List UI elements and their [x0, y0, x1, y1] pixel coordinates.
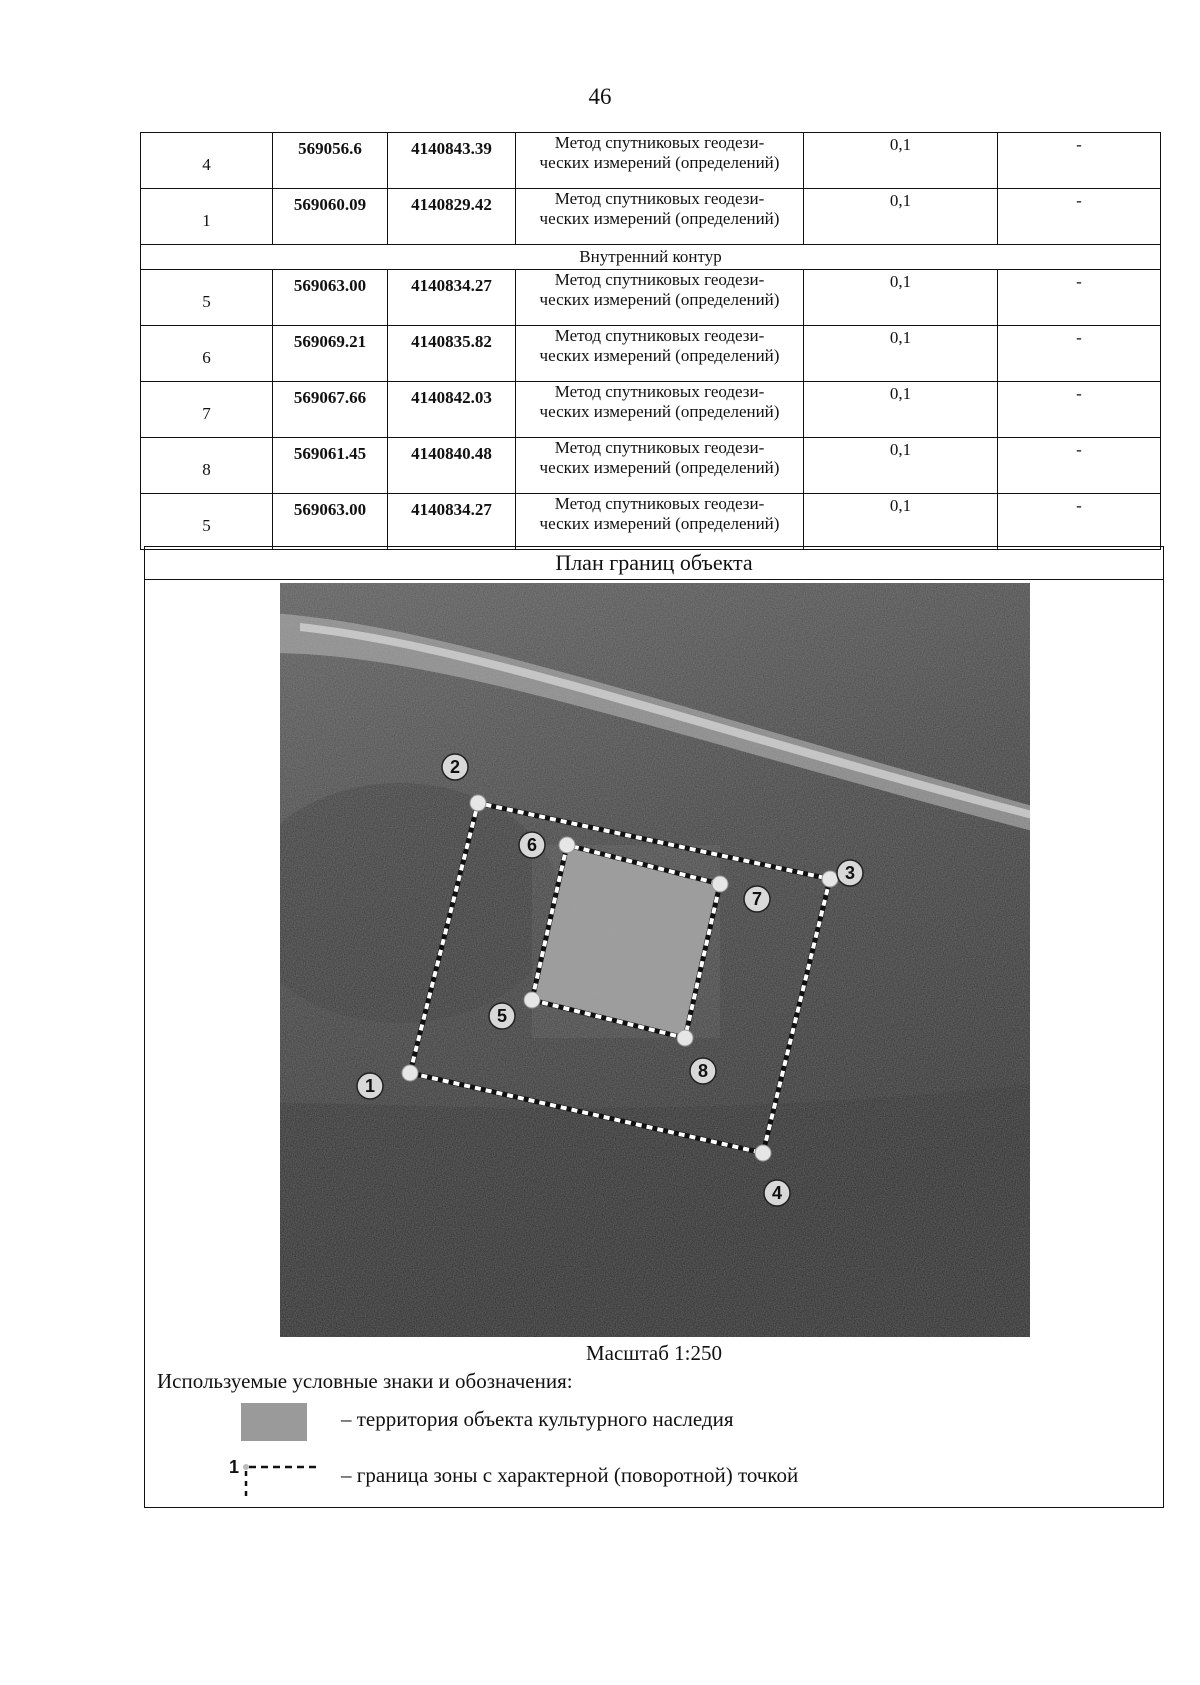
- y-coordinate-cell: 4140834.27: [388, 494, 516, 550]
- point-label-2: 2: [449, 757, 461, 777]
- table-row: [141, 326, 1161, 382]
- method-cell: [516, 189, 804, 245]
- method-cell: [516, 438, 804, 494]
- y-coordinate-cell: 4140829.42: [388, 189, 516, 245]
- y-coordinate-cell: 4140843.39: [388, 133, 516, 189]
- outer-contour-rows: [141, 133, 1161, 245]
- method-line-1: Метод спутниковых геодези-: [554, 494, 765, 513]
- point-number-cell: 8: [141, 438, 273, 494]
- precision-cell: 0,1: [804, 382, 998, 438]
- method-line-2: ческих измерений (определений): [539, 402, 780, 421]
- plan-box: [144, 546, 1164, 1508]
- precision-cell: 0,1: [804, 270, 998, 326]
- turning-point-marker: [677, 1030, 693, 1046]
- plan-title: План границ объекта: [145, 547, 1163, 580]
- point-label-1: 1: [364, 1076, 376, 1096]
- legend-boundary-symbol: [229, 1451, 325, 1499]
- turning-point-marker: [822, 871, 838, 887]
- method-cell: [516, 133, 804, 189]
- precision-cell: 0,1: [804, 438, 998, 494]
- legend-boundary-text: – граница зоны с характерной (поворотной) точкой: [341, 1463, 799, 1487]
- precision-cell: 0,1: [804, 133, 998, 189]
- method-cell: [516, 494, 804, 550]
- x-coordinate-cell: 569069.21: [273, 326, 388, 382]
- description-cell: -: [998, 382, 1161, 438]
- point-number-cell: 7: [141, 382, 273, 438]
- method-line-2: ческих измерений (определений): [539, 458, 780, 477]
- turning-point-marker: [559, 837, 575, 853]
- table-row: [141, 133, 1161, 189]
- method-line-1: Метод спутниковых геодези-: [554, 270, 765, 289]
- description-cell: -: [998, 189, 1161, 245]
- turning-point-marker: [402, 1065, 418, 1081]
- point-label-3: 3: [844, 863, 856, 883]
- point-label-5: 5: [496, 1006, 508, 1026]
- x-coordinate-cell: 569056.6: [273, 133, 388, 189]
- legend-heritage-swatch: [241, 1403, 307, 1441]
- map-scale: Масштаб 1:250: [585, 1341, 722, 1365]
- y-coordinate-cell: 4140834.27: [388, 270, 516, 326]
- point-label-8: 8: [697, 1061, 709, 1081]
- y-coordinate-cell: 4140840.48: [388, 438, 516, 494]
- turning-point-marker: [524, 992, 540, 1008]
- method-cell: [516, 270, 804, 326]
- table-row: [141, 438, 1161, 494]
- turning-point-marker: [712, 876, 728, 892]
- point-number-cell: 5: [141, 270, 273, 326]
- method-cell: [516, 326, 804, 382]
- method-line-2: ческих измерений (определений): [539, 346, 780, 365]
- method-cell: [516, 382, 804, 438]
- precision-cell: 0,1: [804, 189, 998, 245]
- method-line-1: Метод спутниковых геодези-: [554, 326, 765, 345]
- turning-point-marker: [755, 1145, 771, 1161]
- description-cell: -: [998, 494, 1161, 550]
- x-coordinate-cell: 569061.45: [273, 438, 388, 494]
- method-line-2: ческих измерений (определений): [539, 514, 780, 533]
- description-cell: -: [998, 133, 1161, 189]
- y-coordinate-cell: 4140842.03: [388, 382, 516, 438]
- point-number-cell: 6: [141, 326, 273, 382]
- point-label-6: 6: [526, 835, 538, 855]
- inner-contour-rows: [141, 270, 1161, 550]
- point-number-cell: 1: [141, 189, 273, 245]
- page-number: 46: [588, 84, 612, 109]
- point-label-4: 4: [771, 1183, 783, 1203]
- description-cell: -: [998, 326, 1161, 382]
- x-coordinate-cell: 569060.09: [273, 189, 388, 245]
- x-coordinate-cell: 569063.00: [273, 270, 388, 326]
- inner-contour-separator: [141, 245, 1161, 270]
- method-line-2: ческих измерений (определений): [539, 209, 780, 228]
- table-row: [141, 494, 1161, 550]
- x-coordinate-cell: 569067.66: [273, 382, 388, 438]
- method-line-2: ческих измерений (определений): [539, 153, 780, 172]
- method-line-1: Метод спутниковых геодези-: [554, 189, 765, 208]
- y-coordinate-cell: 4140835.82: [388, 326, 516, 382]
- legend-heading: Используемые условные знаки и обозначения:: [157, 1369, 573, 1393]
- legend-symbol-point-label: 1: [229, 1457, 240, 1477]
- point-number-cell: 5: [141, 494, 273, 550]
- coordinates-table: [140, 132, 1161, 550]
- method-line-2: ческих измерений (определений): [539, 290, 780, 309]
- point-number-cell: 4: [141, 133, 273, 189]
- turning-point-marker: [470, 795, 486, 811]
- description-cell: -: [998, 270, 1161, 326]
- boundary-map: [280, 583, 1030, 1337]
- table-row: [141, 270, 1161, 326]
- point-label-7: 7: [751, 889, 763, 909]
- table-row: [141, 189, 1161, 245]
- precision-cell: 0,1: [804, 326, 998, 382]
- method-line-1: Метод спутниковых геодези-: [554, 438, 765, 457]
- method-line-1: Метод спутниковых геодези-: [554, 382, 765, 401]
- method-line-1: Метод спутниковых геодези-: [554, 133, 765, 152]
- inner-contour-label: Внутренний контур: [141, 245, 1161, 270]
- legend-symbol-point: [243, 1464, 249, 1470]
- table-row: [141, 382, 1161, 438]
- x-coordinate-cell: 569063.00: [273, 494, 388, 550]
- precision-cell: 0,1: [804, 494, 998, 550]
- description-cell: -: [998, 438, 1161, 494]
- legend-heritage-text: – территория объекта культурного наследия: [341, 1407, 734, 1431]
